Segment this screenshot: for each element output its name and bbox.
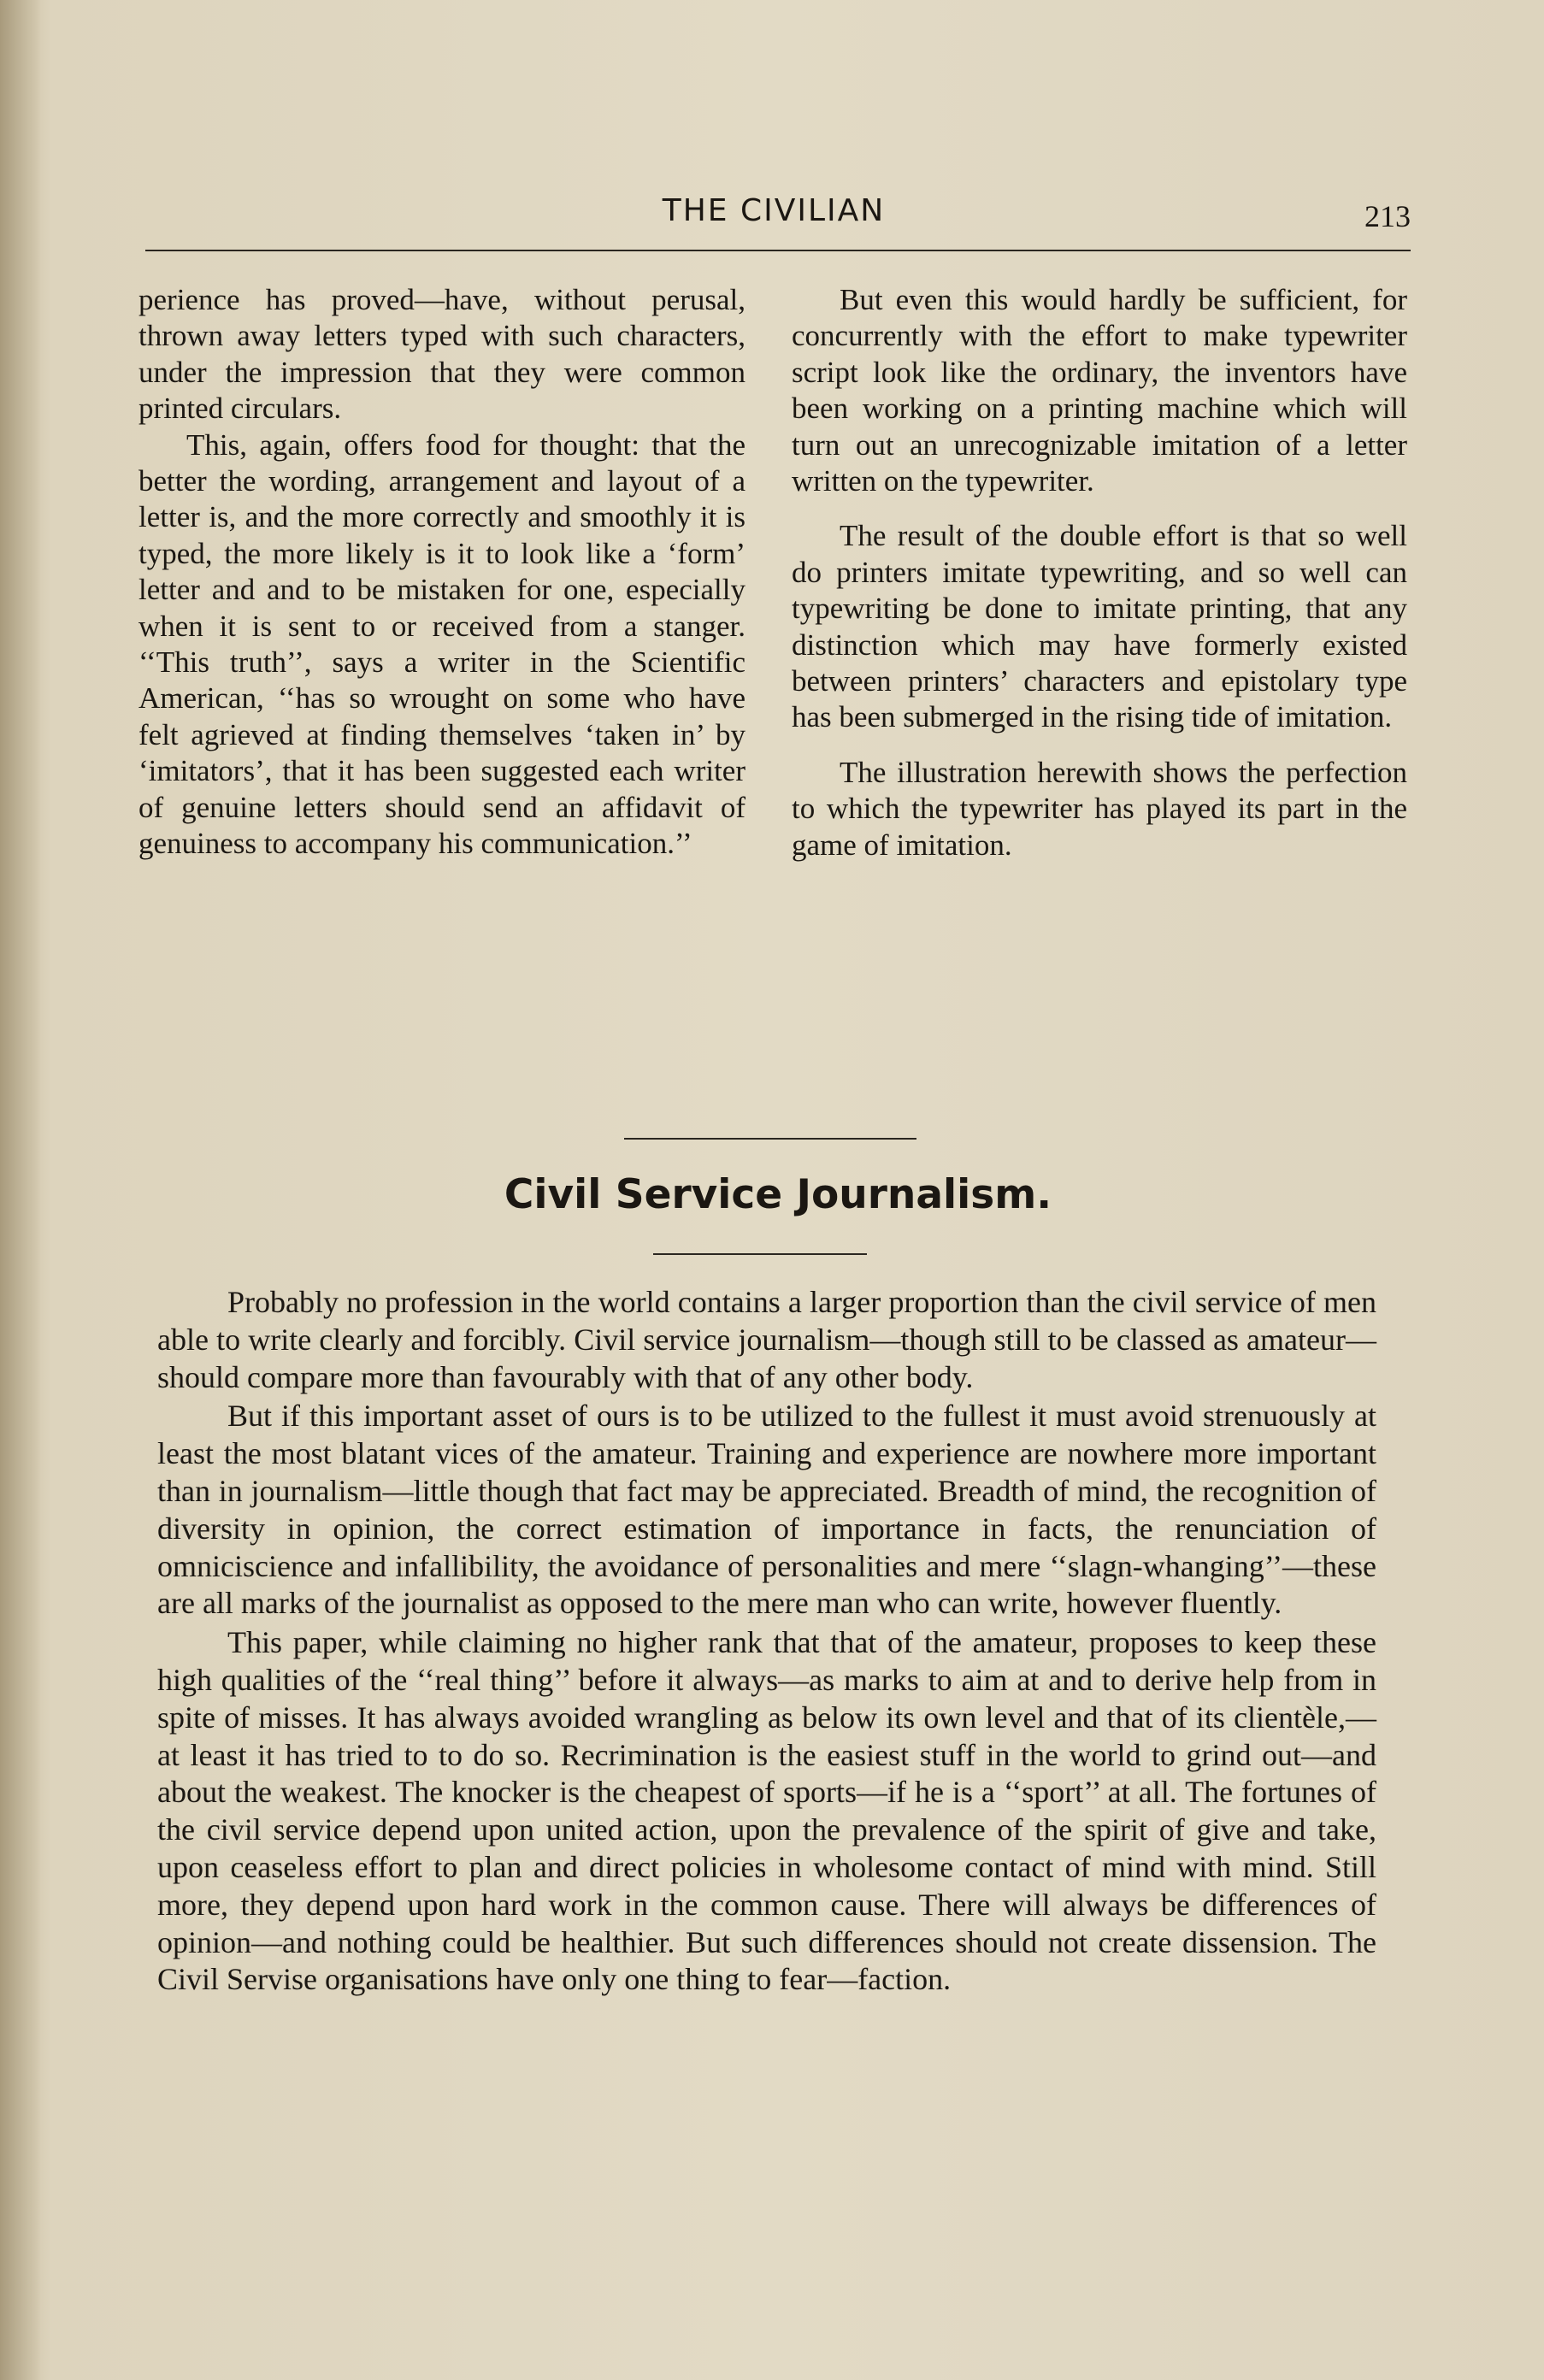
right-paragraph-1: But even this would hardly be sufficient, for concurrently with the effort to make typewriter script look like the ordinary, the inventors have been working on a printing machine which will turn out an unrecognizable imitation of a letter written on the typewriter. [792, 283, 1407, 498]
header-rule [145, 250, 1411, 251]
article-body [157, 1284, 1376, 1999]
page-number: 213 [1364, 199, 1411, 233]
right-paragraph-2: The result of the double effort is that so well do printers imitate typewriting, and so well can typewriting be done to imitate printing, that any distinction which may have formerly existed between printers’ characters and epistolary type has been submerged in the rising tide of imitation. [792, 519, 1407, 734]
left-column [138, 282, 745, 863]
section-divider-top [624, 1138, 916, 1140]
article-paragraph-3: This paper, while claiming no higher rank that that of the amateur, proposes to keep these high qualities of the ‘‘real thing’’ before it always—as marks to aim at and to derive help from in spite of misses. It has always avoided wrangling as below its own level and that of its clientèle,—at least it has tried to to do so. Recrimination is the easiest stuff in the world to grind out—and about the weakest. The knocker is the cheapest of sports—if he is a ‘‘sport’’ at all. The fortunes of the civil service depend upon united action, upon the prevalence of the spirit of give and take, upon ceaseless effort to plan and direct policies in wholesome contact of mind with mind. Still more, they depend upon hard work in the common cause. There will always be differences of opinion—and nothing could be healthier. But such differences should not create dissension. The Civil Servise organisations have only one thing to fear—faction. [157, 1625, 1376, 1997]
article-title: Civil Service Journalism. [504, 1171, 1052, 1218]
running-head: THE CIVILIAN [662, 193, 886, 228]
section-divider-bottom [653, 1253, 867, 1255]
article-paragraph-1: Probably no profession in the world contains a larger proportion than the civil service of men able to write clearly and forcibly. Civil service journalism—though still to be classed as amateur—should compare more than favourably with that of any other body. [157, 1285, 1376, 1394]
right-column [792, 282, 1407, 863]
page-header [145, 193, 1411, 244]
right-paragraph-3: The illustration herewith shows the perfection to which the typewriter has played its part in the game of imitation. [792, 755, 1407, 862]
binding-edge [0, 0, 41, 2380]
article-paragraph-2: But if this important asset of ours is to be utilized to the fullest it must avoid strenuously at least the most blatant vices of the amateur. Training and experience are nowhere more important than in journalism—little though that fact may be appreciated. Breadth of mind, the recognition of diversity in opinion, the correct estimation of importance in facts, the renunciation of omniciscience and infallibility, the avoidance of personalities and mere ‘‘slagn-whanging’’—these are all marks of the journalist as opposed to the mere man who can write, however fluently. [157, 1399, 1376, 1621]
left-paragraph-1: perience has proved—have, without perusal, thrown away letters typed with such characters, under the impression that they were common printed circulars. [138, 283, 745, 426]
left-paragraph-2: This, again, offers food for thought: that the better the wording, arrangement and layout of a letter is, and the more correctly and smoothly it is typed, the more likely is it to look like a ‘form’ letter and and to be mistaken for one, especially when it is sent to or received from a stanger. ‘‘This truth’’, says a writer in the Scientific American, ‘‘has so wrought on some who have felt agrieved at finding themselves ‘taken in’ by ‘imitators’, that it has been suggested each writer of genuine letters should send an affidavit of genuiness to accompany his communication.’’ [138, 427, 745, 861]
